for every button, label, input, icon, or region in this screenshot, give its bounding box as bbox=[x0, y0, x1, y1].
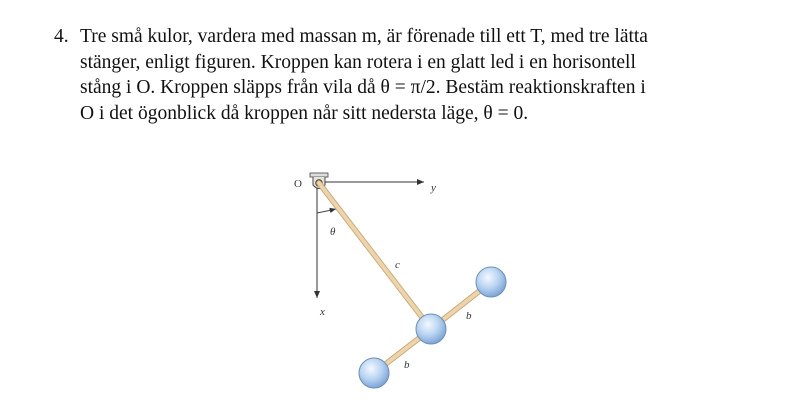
problem-number: 4. bbox=[54, 26, 69, 47]
label-x-axis: x bbox=[320, 306, 325, 318]
ball-middle bbox=[416, 314, 446, 344]
label-origin: O bbox=[294, 178, 302, 190]
rod-c-fill bbox=[319, 183, 431, 329]
ball-upper-right bbox=[476, 267, 506, 297]
problem-line-4: O i det ögonblick då kroppen når sitt nedersta läge, θ = 0. bbox=[80, 102, 529, 124]
label-theta: θ bbox=[330, 226, 336, 238]
problem-line-1-text: Tre små kulor, vardera med massan m, är förenade till ett T, med tre lätta bbox=[80, 26, 648, 47]
label-y-axis: y bbox=[431, 182, 436, 194]
label-rod-c: c bbox=[395, 259, 400, 271]
problem-line-3: stång i O. Kroppen släpps från vila då θ = π/2. Bestäm reaktionskraften i bbox=[80, 77, 646, 98]
label-rod-b-lower: b bbox=[404, 359, 410, 371]
problem-line-2: stänger, enligt figuren. Kroppen kan rotera i en glatt led i en horisontell bbox=[80, 51, 636, 73]
label-rod-b-upper: b bbox=[466, 310, 472, 322]
problem-line-1 bbox=[54, 24, 648, 50]
ball-lower-left bbox=[359, 358, 389, 388]
theta-arc bbox=[317, 209, 336, 213]
t-body-figure bbox=[280, 165, 520, 400]
